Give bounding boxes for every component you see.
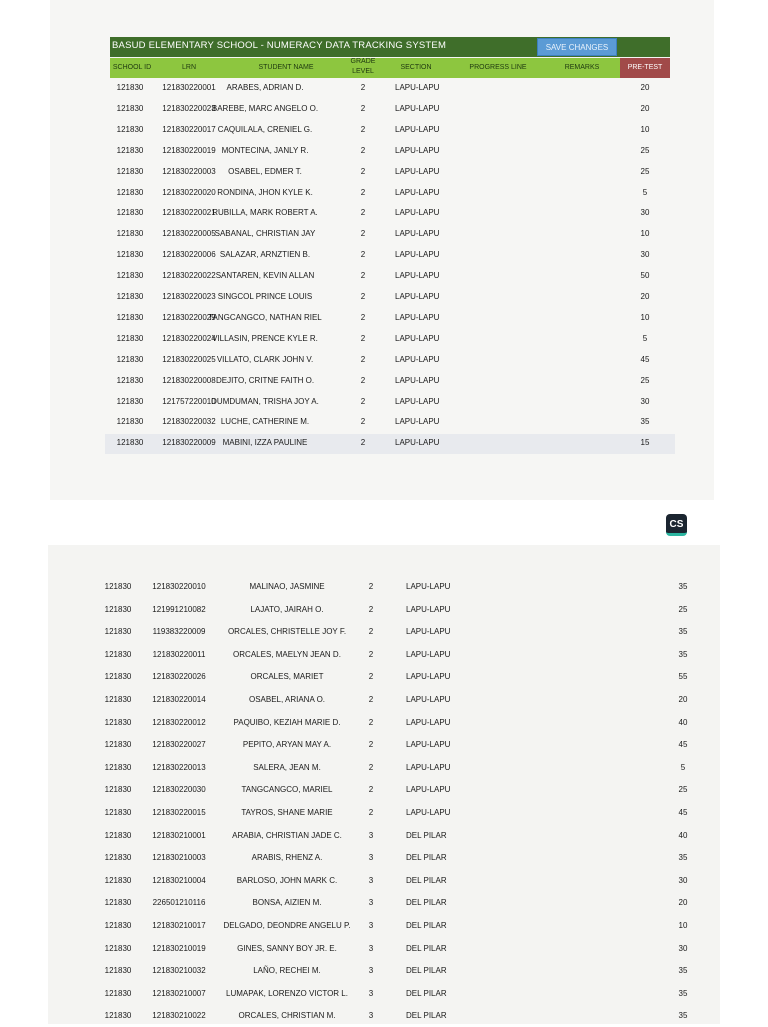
cell-school-id: 121830 <box>116 312 144 322</box>
cell-section: DEL PILAR <box>406 830 447 840</box>
cell-lrn: 121830220019 <box>162 145 216 155</box>
cell-lrn: 121830210032 <box>152 966 206 976</box>
table-row <box>90 872 710 892</box>
cell-section: LAPU-LAPU <box>395 208 440 218</box>
table-row <box>90 849 710 869</box>
cell-pre-test: 20 <box>640 103 650 113</box>
cell-student-name: LAÑO, RECHEI M. <box>253 966 321 976</box>
cell-section: LAPU-LAPU <box>406 649 451 659</box>
cell-student-name: RUBILLA, MARK ROBERT A. <box>212 208 318 218</box>
cell-school-id: 121830 <box>104 921 132 930</box>
table-row <box>90 646 710 666</box>
cell-school-id: 121830 <box>104 785 132 795</box>
cell-section: LAPU-LAPU <box>395 103 440 113</box>
table-row <box>105 351 675 371</box>
table-row <box>105 184 675 204</box>
cell-section: LAPU-LAPU <box>406 785 451 795</box>
cell-grade-level: 2 <box>360 229 366 239</box>
cell-grade-level: 2 <box>368 695 374 704</box>
cell-student-name: BARLOSO, JOHN MARK C. <box>236 875 338 885</box>
cell-student-name: VILLASIN, PRENCE KYLE R. <box>212 333 318 343</box>
cell-pre-test: 35 <box>640 417 650 427</box>
cell-grade-level: 2 <box>360 208 366 218</box>
cell-section: LAPU-LAPU <box>395 312 440 322</box>
cell-section: DEL PILAR <box>406 921 447 930</box>
cell-grade-level: 2 <box>360 396 366 406</box>
cell-pre-test: 35 <box>678 627 688 637</box>
cell-school-id: 121830 <box>116 208 144 218</box>
cell-school-id: 121830 <box>104 853 132 863</box>
cell-pre-test: 5 <box>642 333 648 343</box>
cell-section: DEL PILAR <box>406 988 447 998</box>
cell-grade-level: 2 <box>360 375 366 385</box>
cell-section: DEL PILAR <box>406 898 447 908</box>
cell-lrn: 121830220006 <box>162 250 216 260</box>
cell-grade-level: 2 <box>368 785 374 795</box>
table-row <box>105 330 675 350</box>
cell-pre-test: 20 <box>640 292 650 301</box>
cell-student-name: ARABES, ADRIAN D. <box>226 83 304 92</box>
table-row <box>90 917 710 937</box>
cell-school-id: 121830 <box>104 1011 132 1021</box>
cell-pre-test: 50 <box>640 271 650 281</box>
cell-section: LAPU-LAPU <box>395 250 440 260</box>
cell-pre-test: 10 <box>678 921 688 930</box>
cell-pre-test: 30 <box>640 208 650 218</box>
cell-student-name: PAQUIBO, KEZIAH MARIE D. <box>233 717 341 727</box>
cell-student-name: RONDINA, JHON KYLE K. <box>217 187 313 197</box>
cell-student-name: OSABEL, ARIANA O. <box>248 695 326 704</box>
cell-grade-level: 2 <box>360 438 366 448</box>
cell-lrn: 121830220009 <box>162 438 216 448</box>
table-row <box>90 691 710 711</box>
cell-grade-level: 2 <box>360 417 366 427</box>
cell-student-name: ARABIS, RHENZ A. <box>251 853 323 863</box>
header-pre-test: PRE-TEST <box>620 58 670 78</box>
cell-lrn: 121830220030 <box>152 785 206 795</box>
table-row <box>90 1007 710 1027</box>
cell-student-name: ORCALES, MARIET <box>250 672 324 682</box>
cell-section: LAPU-LAPU <box>406 808 451 817</box>
cell-section: LAPU-LAPU <box>406 695 451 704</box>
cell-school-id: 121830 <box>104 808 132 817</box>
cell-lrn: 121830210001 <box>152 830 206 840</box>
cell-school-id: 121830 <box>116 417 144 427</box>
cell-school-id: 121830 <box>104 898 132 908</box>
header-remarks: REMARKS <box>564 64 600 71</box>
cell-school-id: 121830 <box>116 145 144 155</box>
cell-school-id: 121830 <box>116 229 144 239</box>
cell-grade-level: 2 <box>360 250 366 260</box>
table-row <box>90 601 710 621</box>
cell-student-name: DUMDUMAN, TRISHA JOY A. <box>211 396 319 406</box>
cell-school-id: 121830 <box>104 649 132 659</box>
cell-grade-level: 3 <box>368 898 374 908</box>
cell-grade-level: 2 <box>360 145 366 155</box>
table-row <box>90 623 710 643</box>
cell-section: LAPU-LAPU <box>395 187 440 197</box>
cell-pre-test: 5 <box>680 762 686 772</box>
cell-school-id: 121830 <box>116 250 144 260</box>
cell-section: LAPU-LAPU <box>406 672 451 682</box>
cell-pre-test: 45 <box>678 740 688 750</box>
table-row <box>90 781 710 801</box>
cell-school-id: 121830 <box>116 354 144 364</box>
cell-student-name: MALINAO, JASMINE <box>249 582 325 591</box>
cell-pre-test: 20 <box>678 695 688 704</box>
camscanner-logo: CS <box>666 514 687 536</box>
table-row <box>90 940 710 960</box>
cell-section: LAPU-LAPU <box>406 582 451 591</box>
cell-pre-test: 10 <box>640 312 650 322</box>
table-row <box>90 894 710 914</box>
cell-student-name: DEJITO, CRITNE FAITH O. <box>215 375 315 385</box>
cell-grade-level: 2 <box>360 354 366 364</box>
cell-section: LAPU-LAPU <box>395 292 440 301</box>
cell-lrn: 121830220023 <box>162 103 216 113</box>
cell-school-id: 121830 <box>104 627 132 637</box>
table-row <box>90 804 710 824</box>
cell-lrn: 121830220010 <box>152 582 206 591</box>
table-row <box>90 827 710 847</box>
cell-pre-test: 25 <box>678 604 688 614</box>
cell-section: LAPU-LAPU <box>395 145 440 155</box>
table-row <box>105 372 675 392</box>
cell-lrn: 121830220003 <box>162 166 216 176</box>
cell-pre-test: 35 <box>678 649 688 659</box>
cell-grade-level: 2 <box>368 604 374 614</box>
cell-section: DEL PILAR <box>406 943 447 953</box>
cell-pre-test: 10 <box>640 229 650 239</box>
cell-student-name: SALAZAR, ARNZTIEN B. <box>219 250 311 260</box>
cell-grade-level: 2 <box>360 124 366 134</box>
cell-lrn: 121830220029 <box>162 312 216 322</box>
cell-grade-level: 2 <box>368 740 374 750</box>
cell-section: LAPU-LAPU <box>406 762 451 772</box>
cell-grade-level: 2 <box>360 166 366 176</box>
cell-school-id: 121830 <box>116 333 144 343</box>
cell-lrn: 226501210116 <box>152 898 206 908</box>
cell-pre-test: 40 <box>678 717 688 727</box>
cell-section: LAPU-LAPU <box>395 354 440 364</box>
cell-lrn: 121757220010 <box>162 396 216 406</box>
table-row <box>90 736 710 756</box>
cell-section: DEL PILAR <box>406 1011 447 1021</box>
cell-grade-level: 2 <box>360 103 366 113</box>
cell-school-id: 121830 <box>104 695 132 704</box>
cell-school-id: 121830 <box>116 124 144 134</box>
cell-student-name: TANGCANGCO, NATHAN RIEL <box>208 312 322 322</box>
cell-student-name: ORCALES, MAELYN JEAN D. <box>233 649 341 659</box>
table-row <box>105 246 675 266</box>
cell-pre-test: 35 <box>678 1011 688 1021</box>
cell-lrn: 121830220024 <box>162 333 216 343</box>
cell-school-id: 121830 <box>116 83 144 92</box>
cell-grade-level: 2 <box>360 333 366 343</box>
cell-pre-test: 20 <box>678 898 688 908</box>
cell-pre-test: 30 <box>678 875 688 885</box>
cell-section: LAPU-LAPU <box>406 717 451 727</box>
cell-student-name: ORCALES, CHRISTIAN M. <box>238 1011 336 1021</box>
cell-pre-test: 25 <box>640 375 650 385</box>
cell-section: DEL PILAR <box>406 875 447 885</box>
cell-grade-level: 2 <box>368 808 374 817</box>
table-row <box>105 434 675 454</box>
header-progress-line: PROGRESS LINE <box>469 64 527 71</box>
table-row <box>90 985 710 1005</box>
cell-school-id: 121830 <box>104 740 132 750</box>
cell-grade-level: 2 <box>368 717 374 727</box>
cell-school-id: 121830 <box>116 103 144 113</box>
cell-section: LAPU-LAPU <box>395 396 440 406</box>
cell-school-id: 121830 <box>116 396 144 406</box>
cell-section: DEL PILAR <box>406 853 447 863</box>
cell-student-name: BONSA, AIZIEN M. <box>252 898 322 908</box>
cell-grade-level: 2 <box>368 582 374 591</box>
cell-lrn: 121830220025 <box>162 354 216 364</box>
cell-section: LAPU-LAPU <box>395 166 440 176</box>
cell-pre-test: 25 <box>640 145 650 155</box>
cell-lrn: 121830210007 <box>152 988 206 998</box>
cell-lrn: 121830220015 <box>152 808 206 817</box>
cell-section: LAPU-LAPU <box>395 271 440 281</box>
cell-lrn: 121830210004 <box>152 875 206 885</box>
cell-school-id: 121830 <box>116 271 144 281</box>
cell-student-name: MABINI, IZZA PAULINE <box>222 438 308 448</box>
cell-school-id: 121830 <box>116 292 144 301</box>
cell-pre-test: 35 <box>678 582 688 591</box>
cell-school-id: 121830 <box>116 375 144 385</box>
cell-student-name: LAJATO, JAIRAH O. <box>250 604 324 614</box>
cell-grade-level: 3 <box>368 1011 374 1021</box>
cell-pre-test: 45 <box>640 354 650 364</box>
cell-lrn: 121830220023 <box>162 292 216 301</box>
table-row <box>90 962 710 982</box>
cell-student-name: DELGADO, DEONDRE ANGELU P. <box>223 921 351 930</box>
table-row <box>90 578 710 598</box>
cell-pre-test: 15 <box>640 438 650 448</box>
cell-lrn: 121830220020 <box>162 187 216 197</box>
table-row <box>105 142 675 162</box>
save-changes-button[interactable]: SAVE CHANGES <box>537 38 617 56</box>
cell-student-name: SINGCOL PRINCE LOUIS <box>217 292 313 301</box>
cell-grade-level: 3 <box>368 921 374 930</box>
cell-pre-test: 35 <box>678 853 688 863</box>
cell-section: LAPU-LAPU <box>395 417 440 427</box>
cell-section: LAPU-LAPU <box>395 83 440 92</box>
cell-pre-test: 35 <box>678 966 688 976</box>
cell-section: LAPU-LAPU <box>406 740 451 750</box>
header-level: LEVEL <box>352 68 374 75</box>
table-row <box>105 393 675 413</box>
cell-pre-test: 30 <box>678 943 688 953</box>
cell-student-name: SANTAREN, KEVIN ALLAN <box>215 271 315 281</box>
cell-grade-level: 3 <box>368 943 374 953</box>
cell-student-name: LUMAPAK, LORENZO VICTOR L. <box>226 988 348 998</box>
cell-pre-test: 10 <box>640 124 650 134</box>
cell-grade-level: 2 <box>360 187 366 197</box>
cell-grade-level: 3 <box>368 853 374 863</box>
cell-school-id: 121830 <box>104 582 132 591</box>
table-row <box>105 288 675 308</box>
cell-student-name: LUCHE, CATHERINE M. <box>220 417 310 427</box>
cell-lrn: 121830220032 <box>162 417 216 427</box>
cell-student-name: SABANAL, CHRISTIAN JAY <box>214 229 316 239</box>
cell-grade-level: 2 <box>360 292 366 301</box>
cell-grade-level: 2 <box>360 83 366 92</box>
page-title: BASUD ELEMENTARY SCHOOL - NUMERACY DATA TRACKING SYSTEM <box>112 40 447 51</box>
cell-lrn: 121830220011 <box>152 649 206 659</box>
cell-grade-level: 2 <box>368 762 374 772</box>
cell-grade-level: 3 <box>368 830 374 840</box>
cell-student-name: GINES, SANNY BOY JR. E. <box>237 943 337 953</box>
cell-grade-level: 2 <box>368 649 374 659</box>
cell-lrn: 121830220008 <box>162 375 216 385</box>
cell-pre-test: 55 <box>678 672 688 682</box>
table-row <box>90 714 710 734</box>
cell-lrn: 121830220005 <box>162 229 216 239</box>
cell-student-name: OSABEL, EDMER T. <box>228 166 302 176</box>
table-row <box>105 79 675 99</box>
table-row <box>90 759 710 779</box>
cell-pre-test: 20 <box>640 83 650 92</box>
header-grade: GRADE <box>350 58 376 65</box>
table-row <box>105 163 675 183</box>
cell-pre-test: 45 <box>678 808 688 817</box>
cell-section: LAPU-LAPU <box>395 229 440 239</box>
header-section: SECTION <box>400 64 432 71</box>
header-student-name: STUDENT NAME <box>258 64 314 71</box>
cell-lrn: 121830220017 <box>162 124 216 134</box>
cell-grade-level: 3 <box>368 966 374 976</box>
cell-student-name: VILLATO, CLARK JOHN V. <box>216 354 314 364</box>
table-row <box>105 309 675 329</box>
cell-grade-level: 2 <box>360 312 366 322</box>
cell-student-name: ORCALES, CHRISTELLE JOY F. <box>227 627 347 637</box>
cell-school-id: 121830 <box>104 875 132 885</box>
cell-school-id: 121830 <box>104 966 132 976</box>
cell-school-id: 121830 <box>116 166 144 176</box>
cell-grade-level: 2 <box>368 672 374 682</box>
cell-lrn: 121991210082 <box>152 604 206 614</box>
table-row <box>105 413 675 433</box>
cell-school-id: 121830 <box>116 438 144 448</box>
cell-student-name: TANGCANGCO, MARIEL <box>241 785 333 795</box>
table-row <box>90 668 710 688</box>
table-row <box>105 267 675 287</box>
cell-pre-test: 5 <box>642 187 648 197</box>
cell-grade-level: 3 <box>368 988 374 998</box>
cell-school-id: 121830 <box>116 187 144 197</box>
cell-student-name: CAQUILALA, CRENIEL G. <box>217 124 313 134</box>
cell-section: LAPU-LAPU <box>406 604 451 614</box>
cell-grade-level: 2 <box>360 271 366 281</box>
cell-lrn: 121830210022 <box>152 1011 206 1021</box>
cell-lrn: 121830220013 <box>152 762 206 772</box>
cell-school-id: 121830 <box>104 672 132 682</box>
cell-school-id: 121830 <box>104 988 132 998</box>
cell-grade-level: 3 <box>368 875 374 885</box>
cell-student-name: TAYROS, SHANE MARIE <box>241 808 333 817</box>
cell-pre-test: 30 <box>640 250 650 260</box>
table-row <box>105 204 675 224</box>
cell-school-id: 121830 <box>104 604 132 614</box>
table-row <box>105 100 675 120</box>
cell-lrn: 121830220014 <box>152 695 206 704</box>
cell-school-id: 121830 <box>104 762 132 772</box>
cell-pre-test: 25 <box>640 166 650 176</box>
cell-lrn: 121830220022 <box>162 271 216 281</box>
cell-section: LAPU-LAPU <box>395 375 440 385</box>
cell-lrn: 121830220026 <box>152 672 206 682</box>
cell-pre-test: 40 <box>678 830 688 840</box>
cell-school-id: 121830 <box>104 830 132 840</box>
cell-student-name: SALERA, JEAN M. <box>253 762 321 772</box>
cell-student-name: ARABIA, CHRISTIAN JADE C. <box>232 830 342 840</box>
cell-lrn: 121830220027 <box>152 740 206 750</box>
cell-section: LAPU-LAPU <box>395 438 440 448</box>
cell-lrn: 121830210019 <box>152 943 206 953</box>
cell-student-name: MONTECINA, JANLY R. <box>221 145 309 155</box>
cell-school-id: 121830 <box>104 717 132 727</box>
cell-section: DEL PILAR <box>406 966 447 976</box>
cell-section: LAPU-LAPU <box>395 333 440 343</box>
cell-pre-test: 25 <box>678 785 688 795</box>
header-school-id: SCHOOL ID <box>112 64 152 71</box>
cell-lrn: 121830220021 <box>162 208 216 218</box>
cell-lrn: 121830210003 <box>152 853 206 863</box>
cell-lrn: 121830220012 <box>152 717 206 727</box>
cell-grade-level: 2 <box>368 627 374 637</box>
table-row <box>105 121 675 141</box>
cell-school-id: 121830 <box>104 943 132 953</box>
cell-lrn: 119383220009 <box>152 627 206 637</box>
cell-student-name: BAREBE, MARC ANGELO O. <box>211 103 319 113</box>
cell-lrn: 121830220001 <box>162 83 216 92</box>
cell-section: LAPU-LAPU <box>406 627 451 637</box>
header-lrn: LRN <box>181 64 197 71</box>
cell-pre-test: 35 <box>678 988 688 998</box>
cell-pre-test: 30 <box>640 396 650 406</box>
table-row <box>105 225 675 245</box>
cell-student-name: PEPITO, ARYAN MAY A. <box>242 740 332 750</box>
cell-lrn: 121830210017 <box>152 921 206 930</box>
cell-section: LAPU-LAPU <box>395 124 440 134</box>
